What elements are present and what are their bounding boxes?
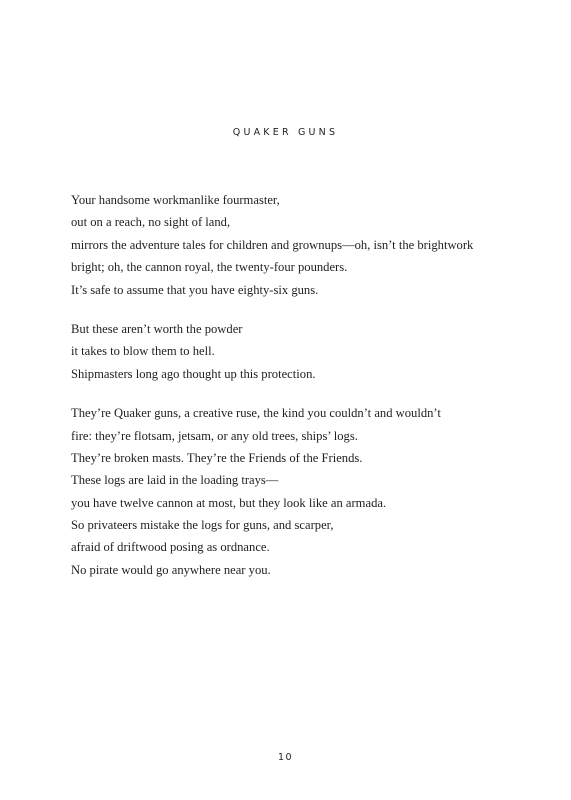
stanza-1 <box>71 189 541 301</box>
poem-line: No pirate would go anywhere near you. <box>71 562 271 577</box>
page-number: 10 <box>277 752 294 763</box>
poem-line: it takes to blow them to hell. <box>71 344 215 359</box>
poem-line: Shipmasters long ago thought up this protection. <box>71 366 316 381</box>
poem-line: fire: they’re flotsam, jetsam, or any old trees, ships’ logs. <box>71 428 358 443</box>
poem-line: out on a reach, no sight of land, <box>71 215 231 230</box>
poem-body <box>71 189 541 598</box>
poem-line: afraid of driftwood posing as ordnance. <box>71 540 270 555</box>
stanza-3 <box>71 402 541 581</box>
poem-line: you have twelve cannon at most, but they look like an armada. <box>71 495 387 510</box>
poem-line: It’s safe to assume that you have eighty-six guns. <box>71 282 319 297</box>
poem-line: They’re Quaker guns, a creative ruse, the kind you couldn’t and wouldn’t <box>71 406 441 421</box>
stanza-2 <box>71 318 541 385</box>
poem-line: mirrors the adventure tales for children and grownups—oh, isn’t the brightwork <box>71 237 474 252</box>
poem-line: But these aren’t worth the powder <box>71 321 243 336</box>
poem-line: Your handsome workmanlike fourmaster, <box>71 193 280 207</box>
poem-line: These logs are laid in the loading trays— <box>71 473 279 488</box>
poem-line: They’re broken masts. They’re the Friends of the Friends. <box>71 450 363 465</box>
poem-title: QUAKER GUNS <box>232 127 339 138</box>
poem-line: bright; oh, the cannon royal, the twenty-four pounders. <box>71 260 348 275</box>
poem-line: So privateers mistake the logs for guns, and scarper, <box>71 518 334 533</box>
